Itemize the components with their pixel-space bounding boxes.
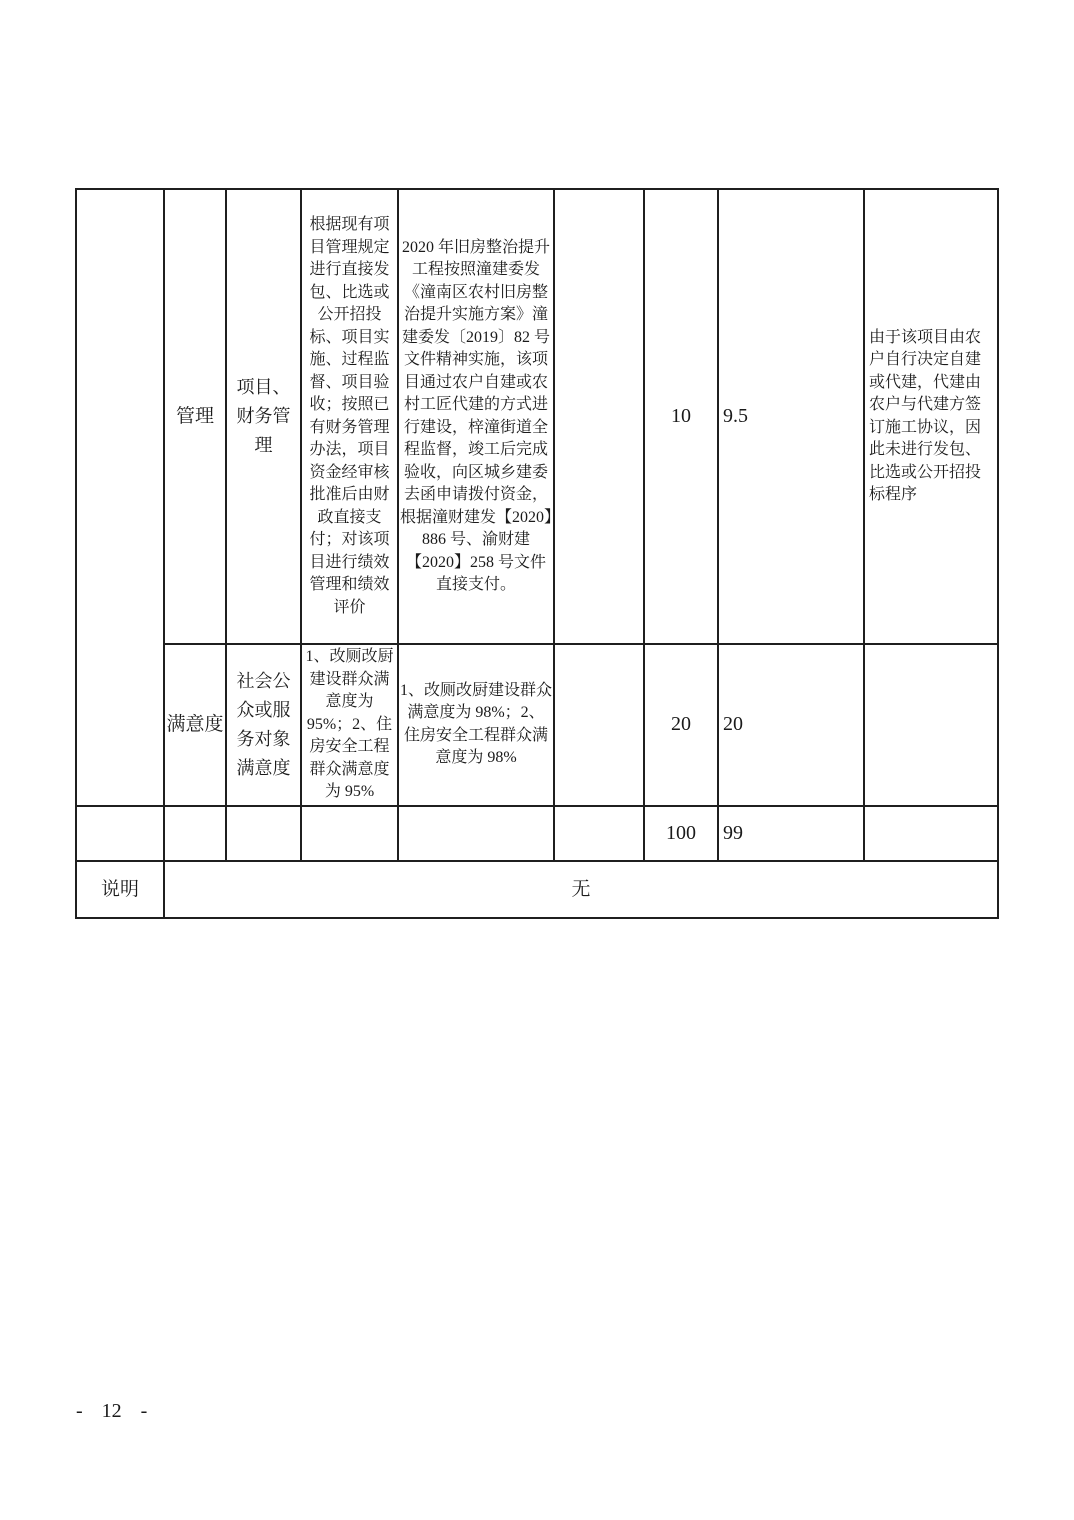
cell-total-blank-4 bbox=[301, 806, 398, 861]
cell-actual-management: 2020 年旧房整治提升工程按照潼建委发《潼南区农村旧房整治提升实施方案》潼建委发〔2019〕82 号文件精神实施，该项目通过农户自建或农村工匠代建的方式进行建设，梓潼街道全程监督，竣工后完成验收，向区城乡建委去函申请拨付资金，根据潼财建发【2020】886 号、渝财建【2020】258 号文件直接支付。 bbox=[398, 189, 554, 644]
cell-indicator-project-finance-management: 项目、财务管理 bbox=[226, 189, 301, 644]
cell-remark-satisfaction-blank bbox=[864, 644, 998, 806]
row-satisfaction bbox=[76, 644, 998, 806]
row-note bbox=[76, 861, 998, 918]
cell-indicator-public-satisfaction: 社会公众或服务对象满意度 bbox=[226, 644, 301, 806]
cell-criteria-management: 根据现有项目管理规定进行直接发包、比选或公开招投标、项目实施、过程监督、项目验收；按照已有财务管理办法，项目资金经审核批准后由财政直接支付；对该项目进行绩效管理和绩效评价 bbox=[301, 189, 398, 644]
cell-score-actual-management: 9.5 bbox=[718, 189, 864, 644]
cell-remark-management: 由于该项目由农户自行决定自建或代建，代建由农户与代建方签订施工协议，因此未进行发包、比选或公开招投标程序 bbox=[864, 189, 998, 644]
row-total bbox=[76, 806, 998, 861]
cell-total-blank-2 bbox=[164, 806, 226, 861]
cell-total-blank-3 bbox=[226, 806, 301, 861]
cell-note-label: 说明 bbox=[76, 861, 164, 918]
cell-score-actual-satisfaction: 20 bbox=[718, 644, 864, 806]
cell-blank-satisfaction bbox=[554, 644, 644, 806]
cell-total-blank-9 bbox=[864, 806, 998, 861]
row-management bbox=[76, 189, 998, 644]
cell-score-full-total: 100 bbox=[644, 806, 718, 861]
cell-score-full-satisfaction: 20 bbox=[644, 644, 718, 806]
cell-blank-management bbox=[554, 189, 644, 644]
cell-total-blank-1 bbox=[76, 806, 164, 861]
performance-evaluation-table bbox=[75, 188, 999, 919]
cell-score-full-management: 10 bbox=[644, 189, 718, 644]
page-number: - 12 - bbox=[76, 1400, 148, 1422]
cell-actual-satisfaction: 1、改厕改厨建设群众满意度为 98%；2、住房安全工程群众满意度为 98% bbox=[398, 644, 554, 806]
cell-criteria-satisfaction: 1、改厕改厨建设群众满意度为 95%；2、住房安全工程群众满意度为 95% bbox=[301, 644, 398, 806]
cell-category-management: 管理 bbox=[164, 189, 226, 644]
cell-blank-group bbox=[76, 189, 164, 806]
cell-score-actual-total: 99 bbox=[718, 806, 864, 861]
cell-category-satisfaction: 满意度 bbox=[164, 644, 226, 806]
cell-total-blank-6 bbox=[554, 806, 644, 861]
cell-note-value: 无 bbox=[164, 861, 998, 918]
cell-total-blank-5 bbox=[398, 806, 554, 861]
